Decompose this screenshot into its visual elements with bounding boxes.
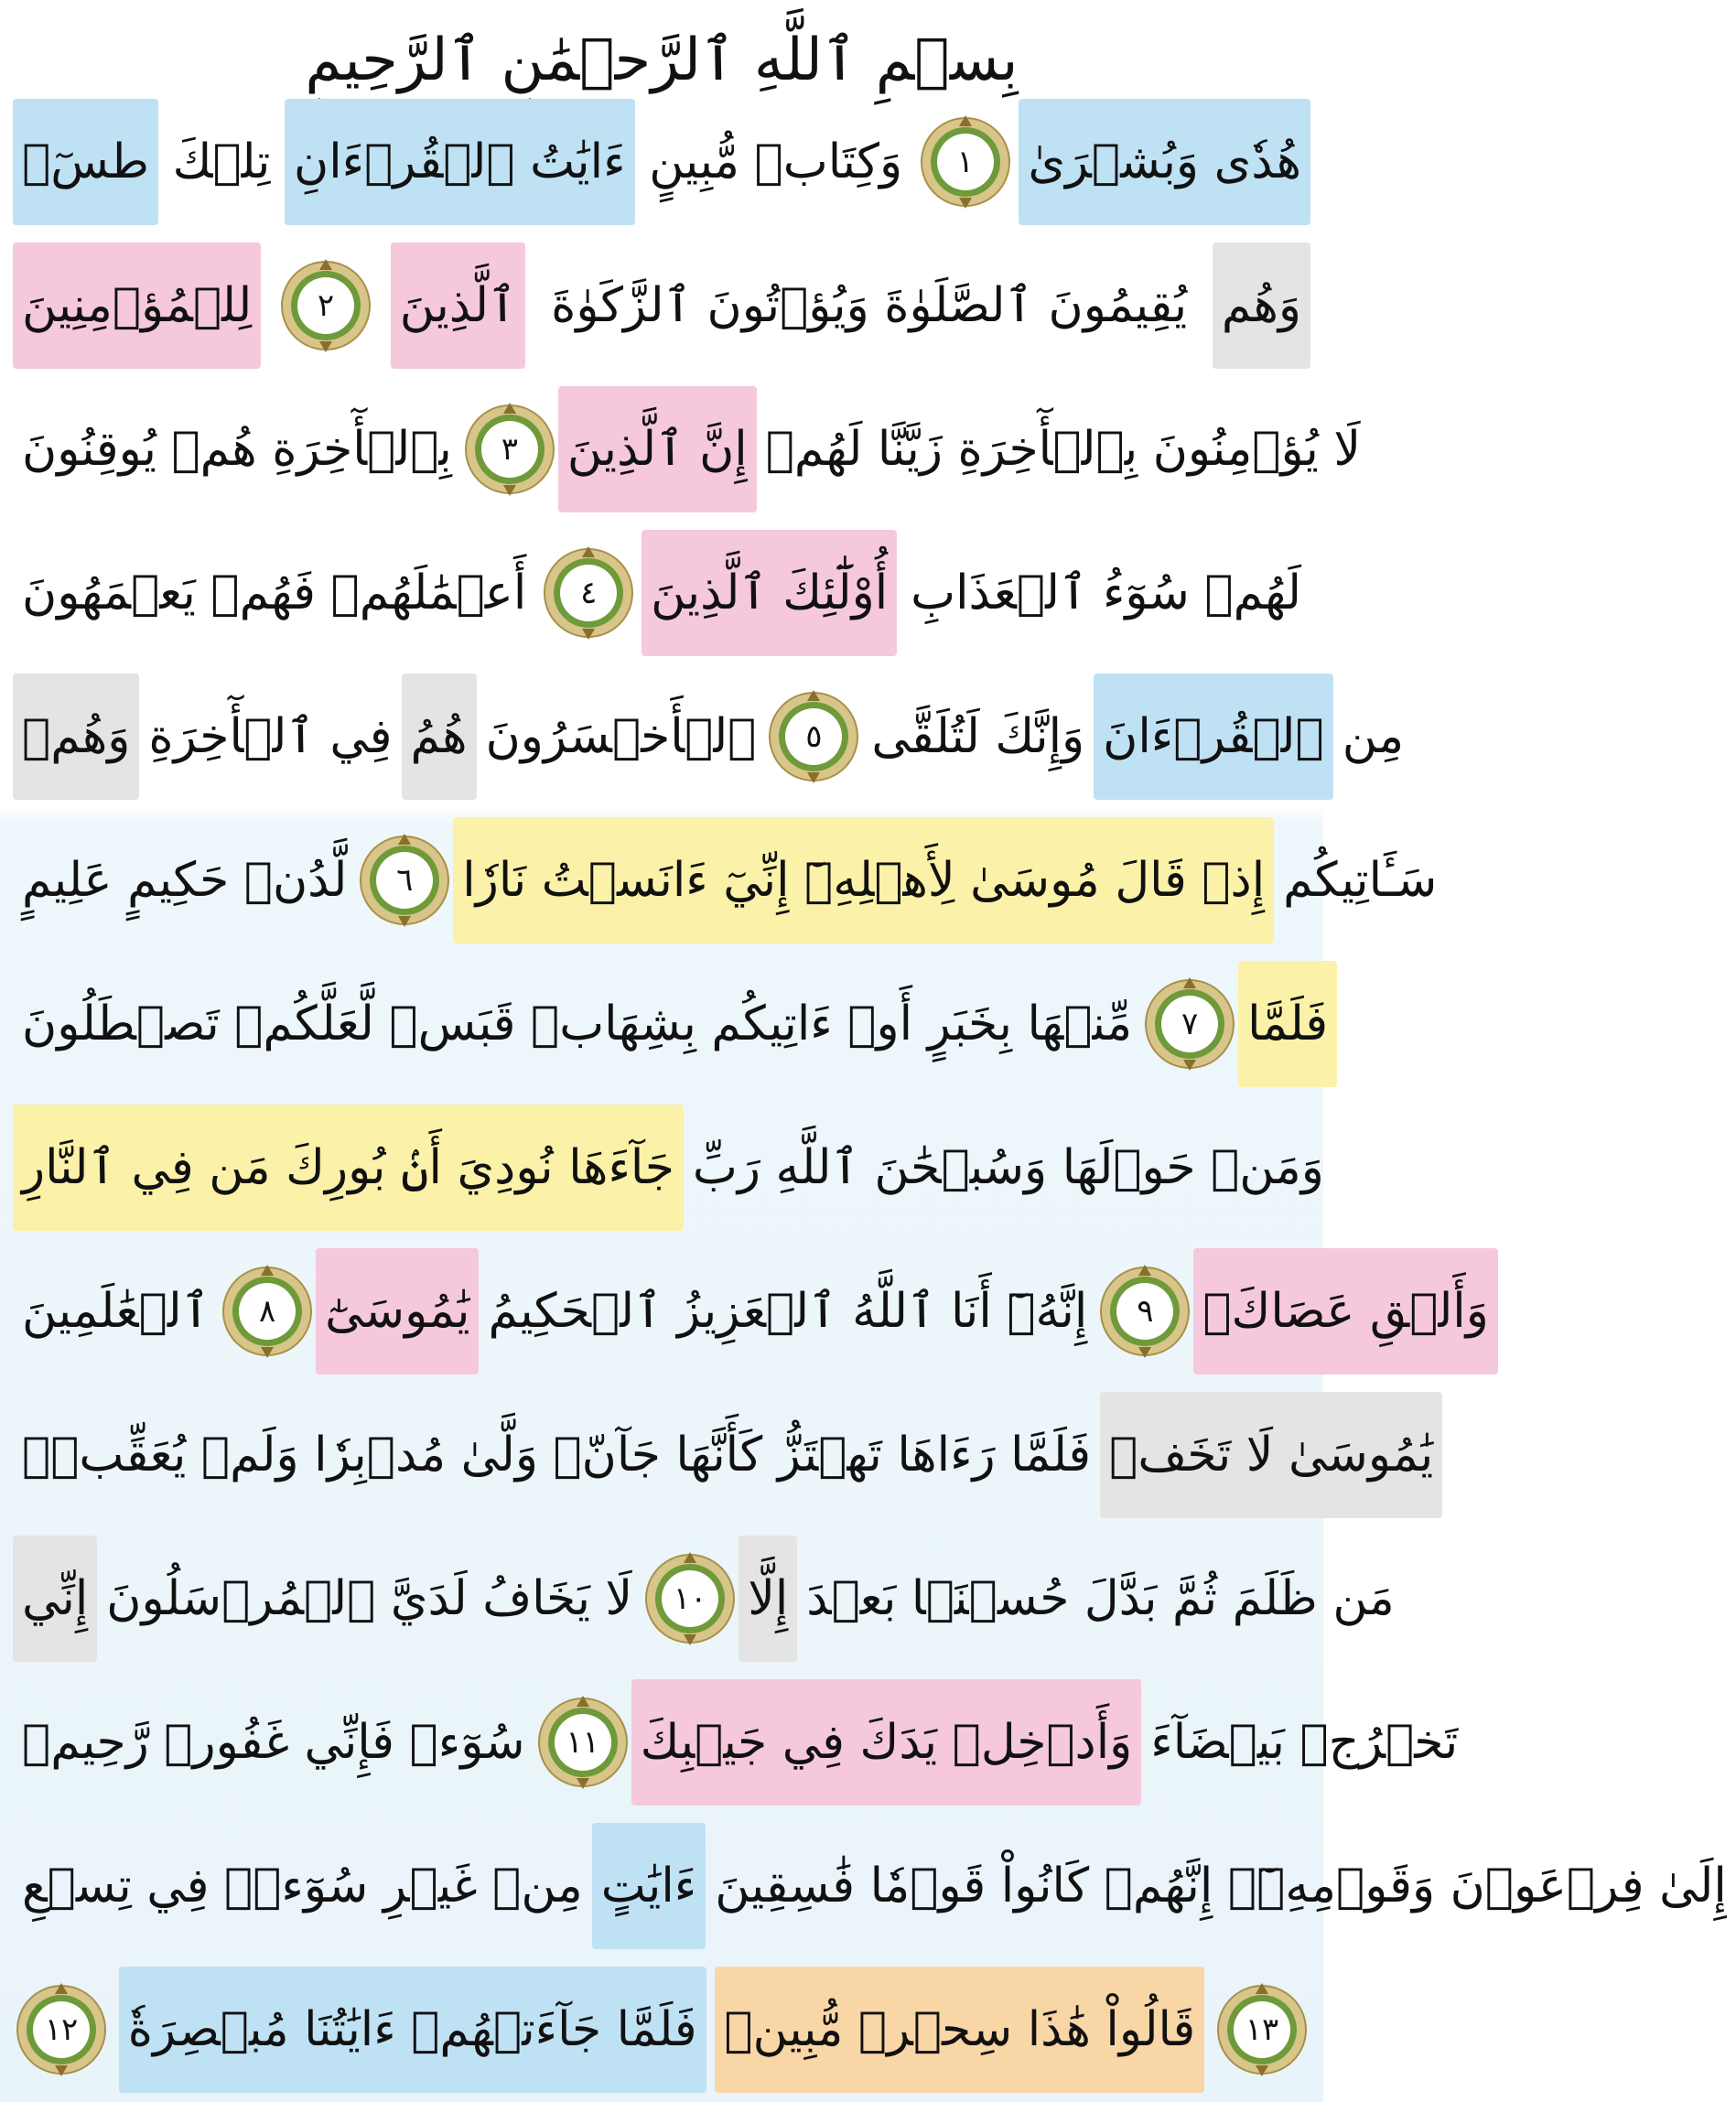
verse-line: [13, 1385, 1434, 1525]
highlighted-word-group: وَأَلۡقِ عَصَاكَۚ: [1193, 1248, 1498, 1374]
ayah-end-marker-icon: [534, 1694, 631, 1791]
highlighted-word-group: ءَايَٰتٍ: [592, 1823, 706, 1949]
verse-line: [13, 666, 1405, 807]
highlighted-word-group: فَلَمَّا: [1238, 961, 1337, 1087]
ayah-end-marker-icon: [540, 544, 637, 641]
ayah-end-marker-icon: [642, 1550, 739, 1647]
highlighted-word-group: ءَايَٰتُ ٱلۡقُرۡءَانِ: [285, 99, 635, 225]
verse-line: [13, 235, 1310, 376]
highlighted-word-group: إِلَّا: [739, 1536, 797, 1662]
highlighted-word-group: يَٰمُوسَىٰ لَا تَخَفۡ: [1100, 1392, 1442, 1518]
highlighted-word-group: فَلَمَّا جَآءَتۡهُمۡ ءَايَٰتُنَا مُبۡصِرَةٗ: [119, 1967, 706, 2093]
ayah-end-marker-icon: [765, 688, 862, 785]
verse-text: إِلَىٰ فِرۡعَوۡنَ وَقَوۡمِهِۦٓۚ إِنَّهُمۡ كَانُواْ قَوۡمٗا فَٰسِقِينَ: [715, 1859, 1727, 1913]
ayah-number: ١٠: [673, 1580, 707, 1617]
highlighted-word-group: قَالُواْ هَٰذَا سِحۡرٞ مُّبِينٞ: [715, 1967, 1204, 2093]
ayah-end-marker-icon: [277, 257, 374, 354]
ayah-number: ١١: [566, 1724, 599, 1761]
verse-line: [13, 954, 1329, 1094]
verse-text: مِنۡ غَيۡرِ سُوٓءٖۖ فِي تِسۡعِ: [22, 1859, 583, 1913]
verse-text: سَـَٔاتِيكُم: [1283, 853, 1438, 908]
verse-text: وَمَنۡ حَوۡلَهَا وَسُبۡحَٰنَ ٱللَّهِ رَبِّ: [692, 1140, 1324, 1195]
verse-line: [13, 1097, 1324, 1238]
verse-line: [13, 1528, 1395, 1669]
verse-line: [13, 379, 1362, 520]
verse-line: [13, 1959, 1310, 2100]
verse-line: [13, 92, 1310, 232]
verse-text: لَّدُنۡ حَكِيمٍ عَلِيمٍ: [22, 853, 348, 908]
verse-line: [13, 1672, 1459, 1813]
ayah-number: ٨: [259, 1293, 276, 1330]
ayah-end-marker-icon: [219, 1263, 316, 1360]
verse-text: تَخۡرُجۡ بَيۡضَآءَ: [1150, 1715, 1459, 1770]
highlighted-word-group: إِنَّ ٱلَّذِينَ: [558, 386, 757, 512]
ayah-number: ٦: [396, 862, 414, 899]
ayah-number: ٣: [501, 431, 519, 468]
verse-text: أَعۡمَٰلَهُمۡ فَهُمۡ يَعۡمَهُونَ: [22, 566, 527, 620]
highlighted-word-group: يَٰمُوسَىٰٓ: [316, 1248, 479, 1374]
verse-text: لَا يَخَافُ لَدَيَّ ٱلۡمُرۡسَلُونَ: [106, 1571, 633, 1626]
verse-text: ٱلۡعَٰلَمِينَ: [22, 1284, 210, 1339]
verse-text: وَكِتَابٖ مُّبِينٍ: [649, 135, 903, 189]
ayah-number: ١٢: [44, 2011, 79, 2048]
highlighted-word-group: إِذۡ قَالَ مُوسَىٰ لِأَهۡلِهِۦٓ إِنِّيٓ ءَانَسۡتُ نَارٗا: [453, 817, 1274, 943]
verse-text: بِٱلۡأٓخِرَةِ هُمۡ يُوقِنُونَ: [22, 422, 452, 477]
verse-text: مَن ظَلَمَ ثُمَّ بَدَّلَ حُسۡنَۢا بَعۡدَ: [806, 1571, 1395, 1626]
ayah-end-marker-icon: [917, 113, 1014, 210]
ayah-number: ١٣: [1245, 2011, 1279, 2048]
verse-text: إِنَّهُۥٓ أَنَا ٱللَّهُ ٱلۡعَزِيزُ ٱلۡحَكِيمُ: [488, 1284, 1088, 1339]
highlighted-word-group: هُدٗى وَبُشۡرَىٰ: [1019, 99, 1310, 225]
ayah-number: ٢: [317, 287, 335, 324]
highlighted-word-group: إِنِّي: [13, 1536, 97, 1662]
highlighted-word-group: أُوْلَٰٓئِكَ ٱلَّذِينَ: [642, 530, 897, 656]
ayah-number: ٥: [805, 718, 823, 755]
verse-text: لَهُمۡ سُوٓءُ ٱلۡعَذَابِ: [911, 566, 1301, 620]
verse-text: يُقِيمُونَ ٱلصَّلَوٰةَ وَيُؤۡتُونَ ٱلزَّكَوٰةَ: [551, 278, 1188, 333]
verse-text: فِي ٱلۡأٓخِرَةِ: [148, 709, 393, 764]
highlighted-word-group: لِلۡمُؤۡمِنِينَ: [13, 243, 261, 369]
ayah-end-marker-icon: [1096, 1263, 1193, 1360]
verse-line: [13, 810, 1438, 951]
highlighted-word-group: وَهُم: [1213, 243, 1310, 369]
highlighted-word-group: هُمُ: [402, 674, 477, 800]
highlighted-word-group: جَآءَهَا نُودِيَ أَنۢ بُورِكَ مَن فِي ٱلنَّارِ: [13, 1105, 684, 1231]
highlighted-word-group: وَهُمۡ: [13, 674, 139, 800]
ayah-end-marker-icon: [13, 1981, 110, 2078]
verse-text: لَا يُؤۡمِنُونَ بِٱلۡأٓخِرَةِ زَيَّنَّا لَهُمۡ: [765, 422, 1362, 477]
ayah-number: ٧: [1181, 1006, 1199, 1042]
ayah-end-marker-icon: [1141, 976, 1238, 1073]
verse-text: مِّنۡهَا بِخَبَرٍ أَوۡ ءَاتِيكُم بِشِهَابٖ قَبَسٖ لَّعَلَّكُمۡ تَصۡطَلُونَ: [22, 997, 1133, 1051]
verse-line: [13, 1241, 1489, 1382]
verse-text: فَلَمَّا رَءَاهَا تَهۡتَزُّ كَأَنَّهَا جَآنّٞ وَلَّىٰ مُدۡبِرٗا وَلَمۡ يُعَقِّبۡۚ: [22, 1428, 1092, 1482]
verse-line: [13, 1816, 1727, 1956]
ayah-number: ٩: [1137, 1293, 1154, 1330]
ayah-number: ٤: [580, 575, 598, 611]
verse-text: وَإِنَّكَ لَتُلَقَّى: [871, 709, 1085, 764]
ayah-end-marker-icon: [461, 401, 558, 498]
basmala-header: بِسۡمِ ٱللَّهِ ٱلرَّحۡمَٰنِ ٱلرَّحِيمِ: [305, 26, 1019, 94]
highlighted-word-group: ٱلۡقُرۡءَانَ: [1094, 674, 1333, 800]
verse-text: سُوٓءٖ فَإِنِّي غَفُورٞ رَّحِيمٞ: [22, 1715, 525, 1770]
highlighted-word-group: طسٓۚ: [13, 99, 158, 225]
verse-text: ٱلۡأَخۡسَرُونَ: [485, 709, 757, 764]
ayah-number: ١: [956, 144, 974, 180]
highlighted-word-group: ٱلَّذِينَ: [391, 243, 526, 369]
verse-line: [13, 523, 1310, 663]
ayah-end-marker-icon: [1213, 1981, 1310, 2078]
verse-text: تِلۡكَ: [172, 135, 271, 189]
ayah-end-marker-icon: [356, 832, 453, 929]
verse-text: مِن: [1342, 709, 1405, 764]
highlighted-word-group: وَأَدۡخِلۡ يَدَكَ فِي جَيۡبِكَ: [631, 1679, 1142, 1806]
